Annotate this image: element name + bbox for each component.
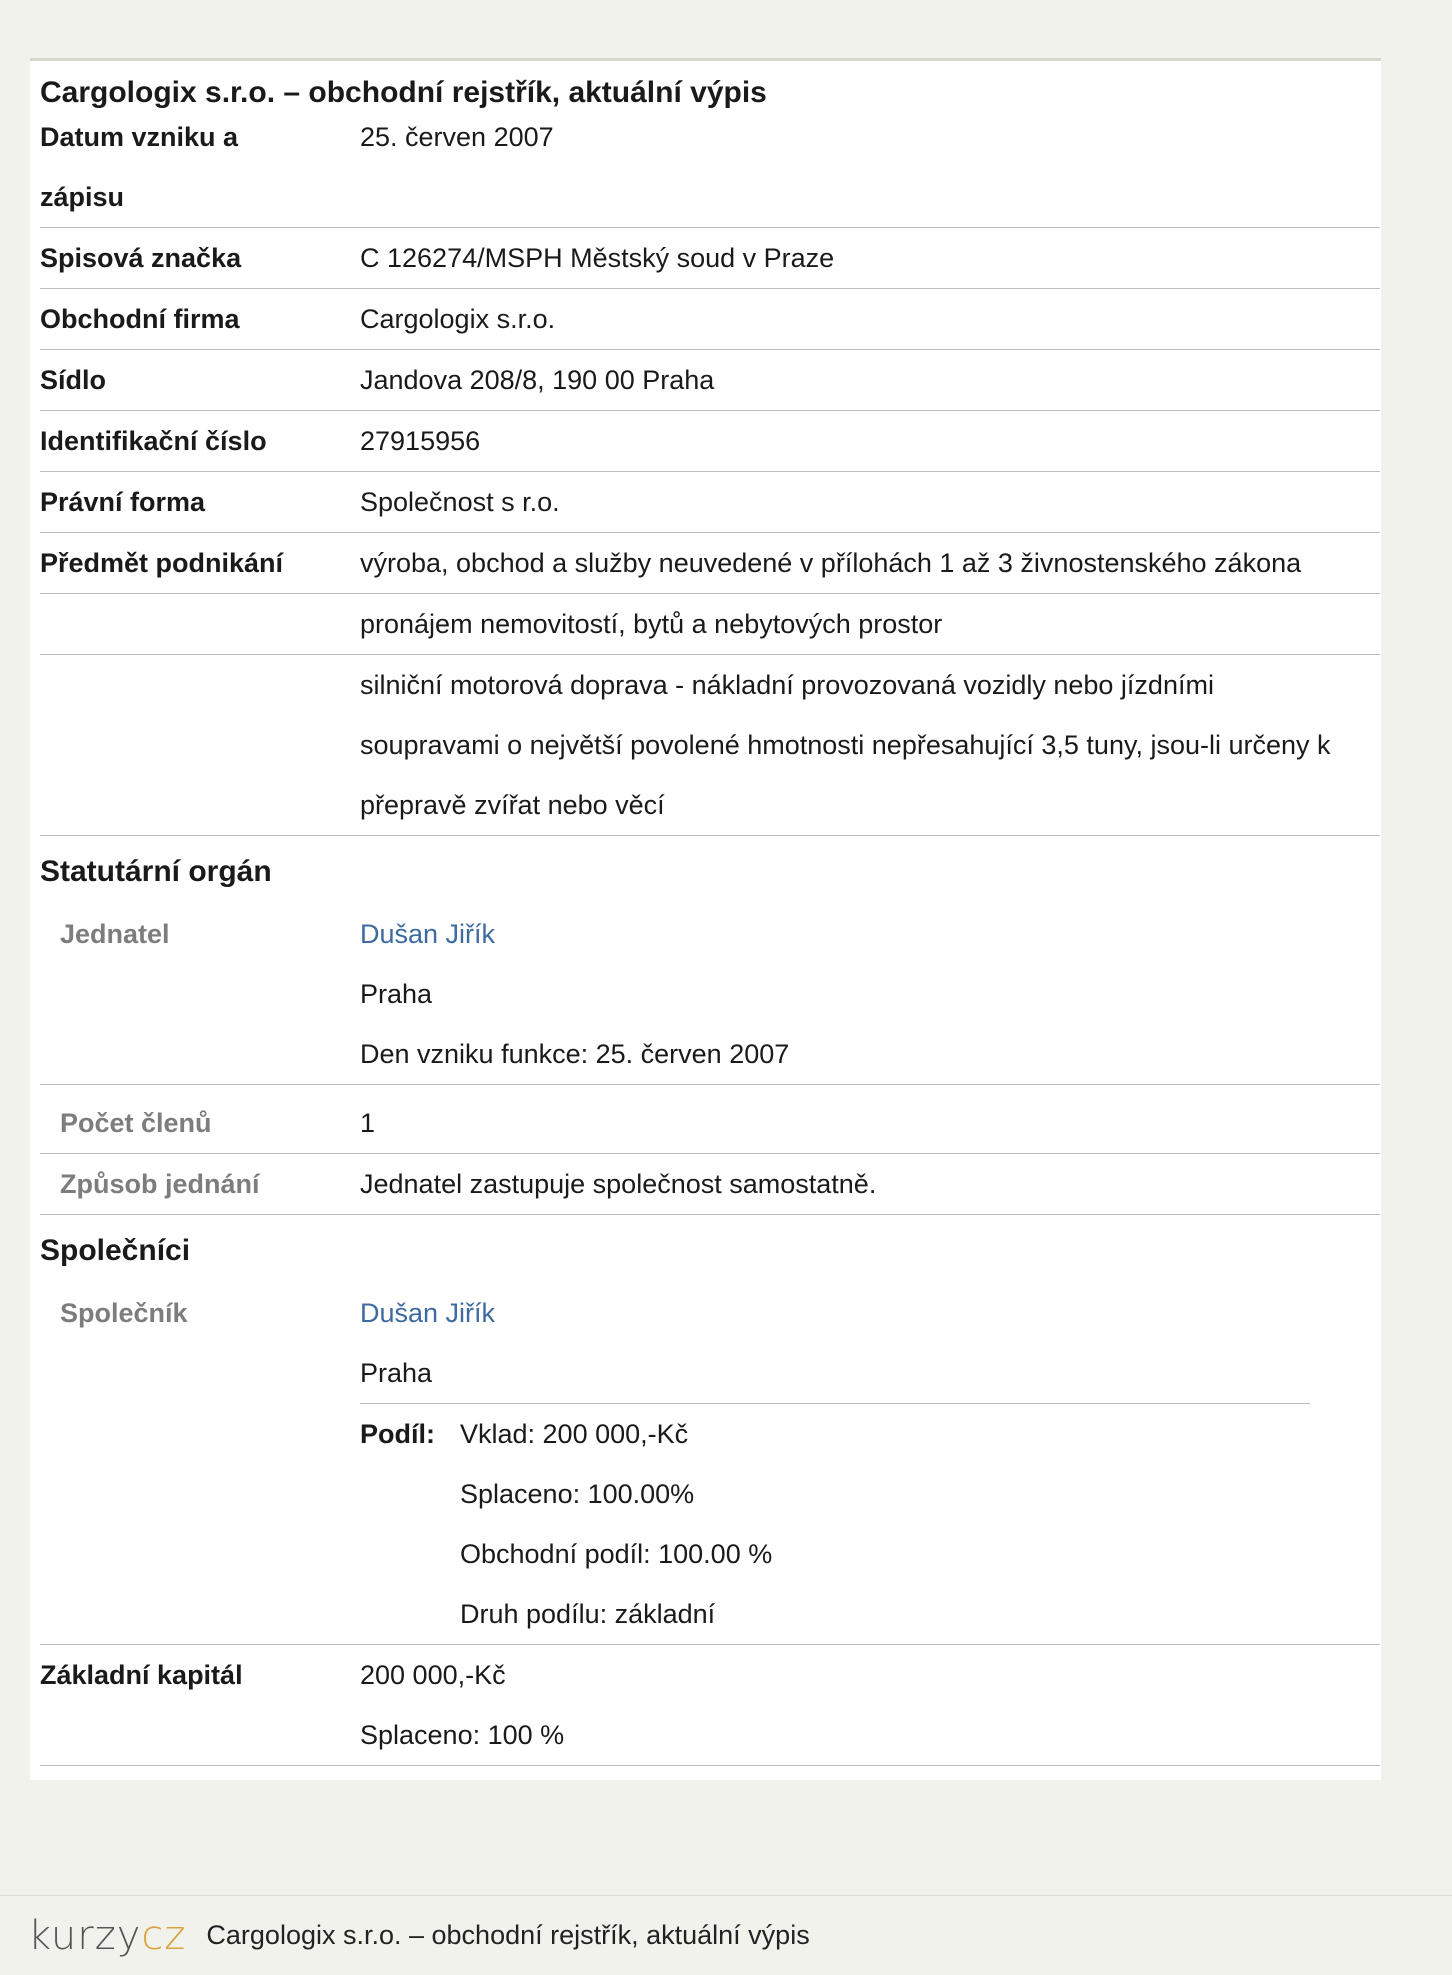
value-firma: Cargologix s.r.o. xyxy=(360,289,1380,350)
row-jednatel xyxy=(40,904,1380,1085)
page-title: Cargologix s.r.o. – obchodní rejstřík, aktuální výpis xyxy=(40,76,767,109)
row-firma xyxy=(40,289,1380,350)
share-obchodni-podil: Obchodní podíl: 100.00 % xyxy=(460,1539,773,1569)
row-predmet-1 xyxy=(40,533,1380,594)
section-heading-spolecnici: Společníci xyxy=(40,1234,191,1267)
row-forma xyxy=(40,472,1380,533)
jednatel-since: Den vzniku funkce: 25. červen 2007 xyxy=(360,1039,790,1069)
label-ico: Identifikační číslo xyxy=(40,411,360,472)
value-spis: C 126274/MSPH Městský soud v Praze xyxy=(360,228,1380,289)
label-predmet: Předmět podnikání xyxy=(40,533,360,594)
label-spolecnik: Společník xyxy=(40,1283,360,1645)
jednatel-name-link[interactable]: Dušan Jiřík xyxy=(360,919,496,949)
section-statutarni xyxy=(40,836,1380,905)
label-kapital: Základní kapitál xyxy=(40,1645,360,1766)
row-ico xyxy=(40,411,1380,472)
share-splaceno: Splaceno: 100.00% xyxy=(460,1479,695,1509)
share-druh: Druh podílu: základní xyxy=(460,1599,716,1629)
row-spis xyxy=(40,228,1380,289)
row-pocet xyxy=(40,1085,1380,1154)
label-zpusob: Způsob jednání xyxy=(40,1154,360,1215)
share-label: Podíl: xyxy=(360,1419,435,1449)
section-spolecnici xyxy=(40,1215,1380,1284)
registry-table xyxy=(40,107,1380,1766)
footer xyxy=(0,1895,1452,1975)
row-predmet-3 xyxy=(40,655,1380,836)
section-heading-statutarni: Statutární orgán xyxy=(40,855,272,888)
value-sidlo: Jandova 208/8, 190 00 Praha xyxy=(360,350,1380,411)
row-sidlo xyxy=(40,350,1380,411)
value-ico: 27915956 xyxy=(360,411,1380,472)
label-spis: Spisová značka xyxy=(40,228,360,289)
value-predmet-3: silniční motorová doprava - nákladní provozovaná vozidly nebo jízdními soupravami o největší povolené hmotnosti nepřesahující 3,5 tuny, jsou-li určeny k přepravě zvířat nebo věcí xyxy=(360,655,1380,836)
label-sidlo: Sídlo xyxy=(40,350,360,411)
label-firma: Obchodní firma xyxy=(40,289,360,350)
footer-title: Cargologix s.r.o. – obchodní rejstřík, aktuální výpis xyxy=(206,1920,810,1950)
value-forma: Společnost s r.o. xyxy=(360,472,1380,533)
share-block xyxy=(360,1403,1310,1644)
value-kapital-paid: Splaceno: 100 % xyxy=(360,1720,565,1750)
row-kapital xyxy=(40,1645,1380,1766)
label-jednatel: Jednatel xyxy=(40,904,360,1085)
value-predmet-2: pronájem nemovitostí, bytů a nebytových prostor xyxy=(360,594,1380,655)
value-predmet-1: výroba, obchod a služby neuvedené v přílohách 1 až 3 živnostenského zákona xyxy=(360,533,1380,594)
kurzy-logo[interactable]: kurzycz xyxy=(28,1912,187,1959)
spolecnik-city: Praha xyxy=(360,1358,433,1388)
share-vklad: Vklad: 200 000,-Kč xyxy=(460,1419,689,1449)
row-predmet-2 xyxy=(40,594,1380,655)
value-datum: 25. červen 2007 xyxy=(360,107,1380,228)
label-datum: Datum vzniku a zápisu xyxy=(40,107,360,228)
row-zpusob xyxy=(40,1154,1380,1215)
row-spolecnik xyxy=(40,1283,1380,1645)
label-forma: Právní forma xyxy=(40,472,360,533)
value-zpusob: Jednatel zastupuje společnost samostatně. xyxy=(360,1154,1380,1215)
spolecnik-name-link[interactable]: Dušan Jiřík xyxy=(360,1298,496,1328)
row-datum xyxy=(40,107,1380,228)
label-pocet: Počet členů xyxy=(40,1085,360,1154)
registry-card xyxy=(30,58,1381,1780)
jednatel-city: Praha xyxy=(360,979,433,1009)
value-pocet: 1 xyxy=(360,1085,1380,1154)
value-kapital: 200 000,-Kč xyxy=(360,1660,506,1690)
